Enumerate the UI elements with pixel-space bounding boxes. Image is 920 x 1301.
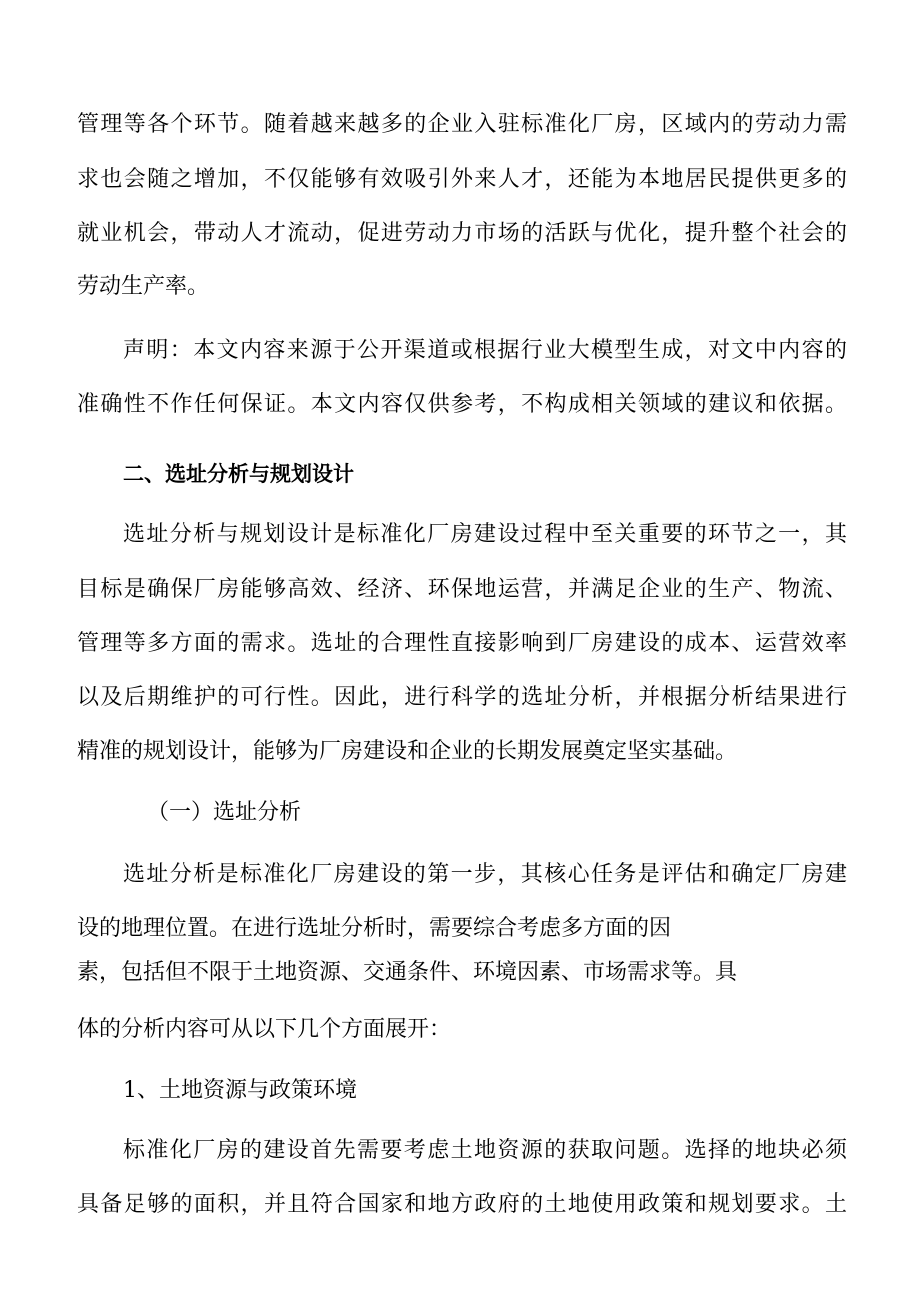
paragraph-line: 求也会随之增加，不仅能够有效吸引外来人才，还能为本地居民提供更多的 xyxy=(77,167,847,192)
paragraph-line: 管理等各个环节。随着越来越多的企业入驻标准化厂房，区域内的劳动力需 xyxy=(77,112,847,137)
paragraph-line: 目标是确保厂房能够高效、经济、环保地运营，并满足企业的生产、物流、 xyxy=(77,577,847,602)
list-item-heading: 1、土地资源与政策环境 xyxy=(123,1078,357,1103)
paragraph-line: 设的地理位置。在进行选址分析时，需要综合考虑多方面的因 xyxy=(77,916,672,941)
section-heading: 二、选址分析与规划设计 xyxy=(123,462,354,486)
disclaimer-line: 准确性不作任何保证。本文内容仅供参考，不构成相关领域的建议和依据。 xyxy=(77,392,847,417)
paragraph-line: 就业机会，带动人才流动，促进劳动力市场的活跃与优化，提升整个社会的 xyxy=(77,221,847,246)
paragraph-line: 以及后期维护的可行性。因此，进行科学的选址分析，并根据分析结果进行 xyxy=(77,685,847,710)
paragraph-line: 劳动生产率。 xyxy=(77,274,210,299)
subsection-heading: （一）选址分析 xyxy=(147,800,302,825)
disclaimer-line: 声明：本文内容来源于公开渠道或根据行业大模型生成，对文中内容的 xyxy=(123,338,847,363)
paragraph-line: 选址分析与规划设计是标准化厂房建设过程中至关重要的环节之一，其 xyxy=(123,522,847,547)
paragraph-line: 选址分析是标准化厂房建设的第一步，其核心任务是评估和确定厂房建 xyxy=(123,862,847,887)
paragraph-line: 管理等多方面的需求。选址的合理性直接影响到厂房建设的成本、运营效率 xyxy=(77,631,847,656)
paragraph-line: 素，包括但不限于土地资源、交通条件、环境因素、市场需求等。具 xyxy=(77,960,738,985)
paragraph-line: 具备足够的面积，并且符合国家和地方政府的土地使用政策和规划要求。土 xyxy=(77,1192,847,1217)
paragraph-line: 精准的规划设计，能够为厂房建设和企业的长期发展奠定坚实基础。 xyxy=(77,739,738,764)
paragraph-line: 标准化厂房的建设首先需要考虑土地资源的获取问题。选择的地块必须 xyxy=(123,1138,847,1163)
paragraph-line: 体的分析内容可从以下几个方面展开： xyxy=(77,1017,452,1042)
